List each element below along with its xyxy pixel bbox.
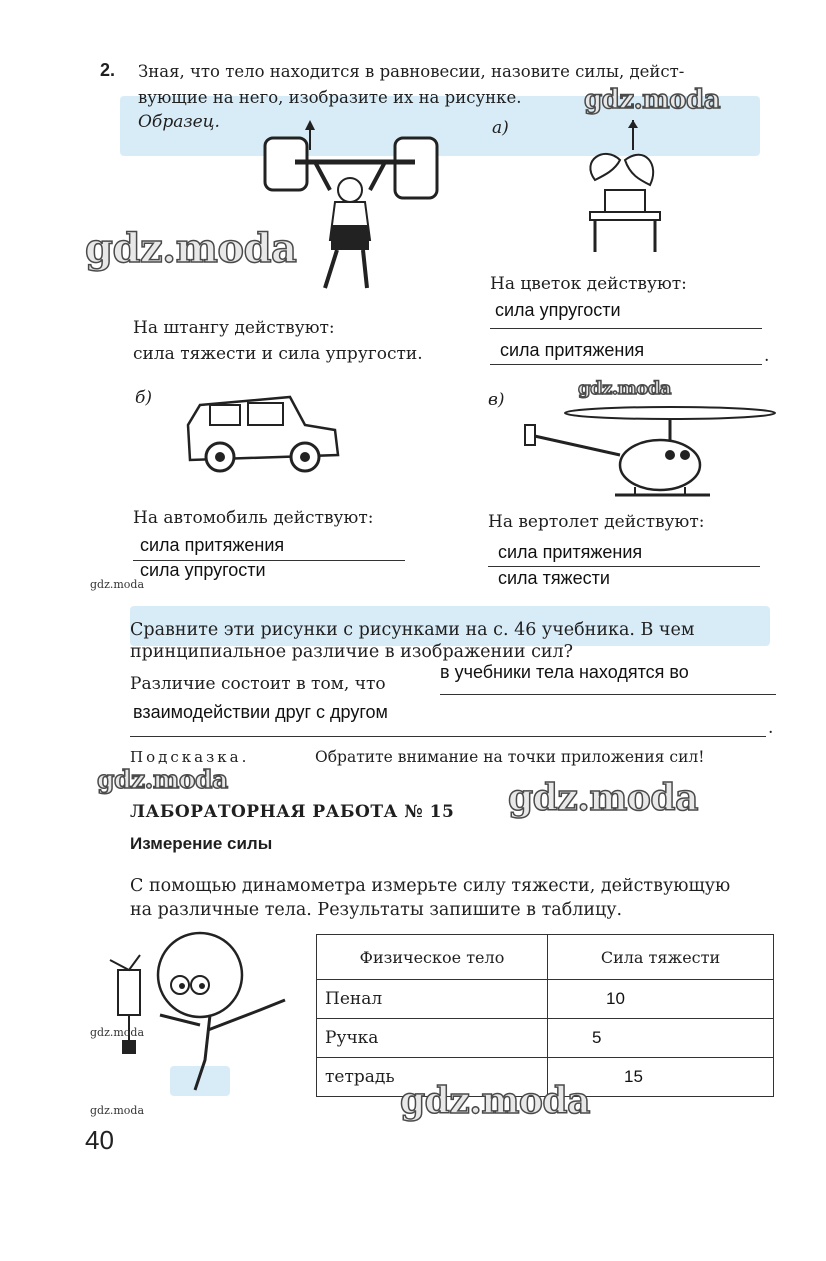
car-caption: На автомобиль действуют: [133,508,374,528]
table-cell-body: Ручка [317,1019,548,1058]
compare-line2: принципиальное различие в изображении сил? [130,642,574,662]
label-b: б) [135,388,153,408]
answer-line [488,566,760,567]
car-illustration [180,385,345,475]
flower-answer2: сила притяжения [500,340,645,360]
barbell-caption-line1: На штангу действуют: [133,318,335,338]
watermark-small: gdz.moda [90,578,145,591]
table-header-row [317,935,774,980]
compare-answer1: в учебники тела находятся во [440,662,689,682]
flower-period: . [764,346,770,366]
flower-illustration [565,120,675,255]
table-cell-force: 5 [548,1019,774,1058]
compare-period: . [768,718,774,738]
watermark: gdz.moda [400,1080,590,1122]
flower-caption: На цветок действуют: [490,274,687,294]
helicopter-caption: На вертолет действуют: [488,512,705,532]
sample-label: Образец. [138,112,220,132]
watermark-small: gdz.moda [90,1104,145,1117]
watermark-small: gdz.moda [90,1026,145,1039]
compare-prompt: Различие состоит в том, что [130,674,386,694]
lab-title: ЛАБОРАТОРНАЯ РАБОТА № 15 [130,802,455,822]
table-row [317,1019,774,1058]
watermark: gdz.moda [508,777,698,819]
watermark: gdz.moda [97,765,228,794]
answer-line [130,736,766,737]
label-a: а) [492,118,509,138]
table-row [317,980,774,1019]
watermark: gdz.moda [85,225,297,272]
table-header-body: Физическое тело [317,935,548,980]
helicopter-illustration [520,395,780,505]
car-answer2: сила упругости [140,560,266,580]
car-answer1: сила притяжения [140,535,285,555]
compare-answer2: взаимодействии друг с другом [133,702,388,722]
label-v: в) [488,390,505,410]
task-text-line1: Зная, что тело находится в равновесии, назовите силы, дейст- [138,62,685,81]
answer-line [440,694,776,695]
watermark: gdz.moda [578,378,671,399]
task-text-line2: вующие на него, изобразите их на рисунке. [138,88,522,107]
answer-line [490,364,762,365]
table-cell-body: Пенал [317,980,548,1019]
page-number: 40 [85,1125,114,1155]
lab-subtitle: Измерение силы [130,834,273,853]
results-table [316,934,774,1097]
barbell-caption-line2: сила тяжести и сила упругости. [133,344,423,364]
table-cell-body: тетрадь [317,1058,548,1097]
table-header-force: Сила тяжести [548,935,774,980]
task-number: 2. [100,60,116,80]
hint-text: Обратите внимание на точки приложения сил! [315,748,705,766]
answer-line [490,328,762,329]
flower-answer1: сила упругости [495,300,621,320]
watermark: gdz.moda [584,85,721,115]
character-illustration [100,930,300,1095]
lab-instr-line1: С помощью динамометра измерьте силу тяжести, действующую [130,876,731,896]
helicopter-answer2: сила тяжести [498,568,610,588]
hint-label: Подсказка. [130,748,250,766]
compare-line1: Сравните эти рисунки с рисунками на с. 46 учебника. В чем [130,620,695,640]
helicopter-answer1: сила притяжения [498,542,643,562]
table-cell-force: 15 [548,1058,774,1097]
table-cell-force: 10 [548,980,774,1019]
lab-instr-line2: на различные тела. Результаты запишите в таблицу. [130,900,623,920]
